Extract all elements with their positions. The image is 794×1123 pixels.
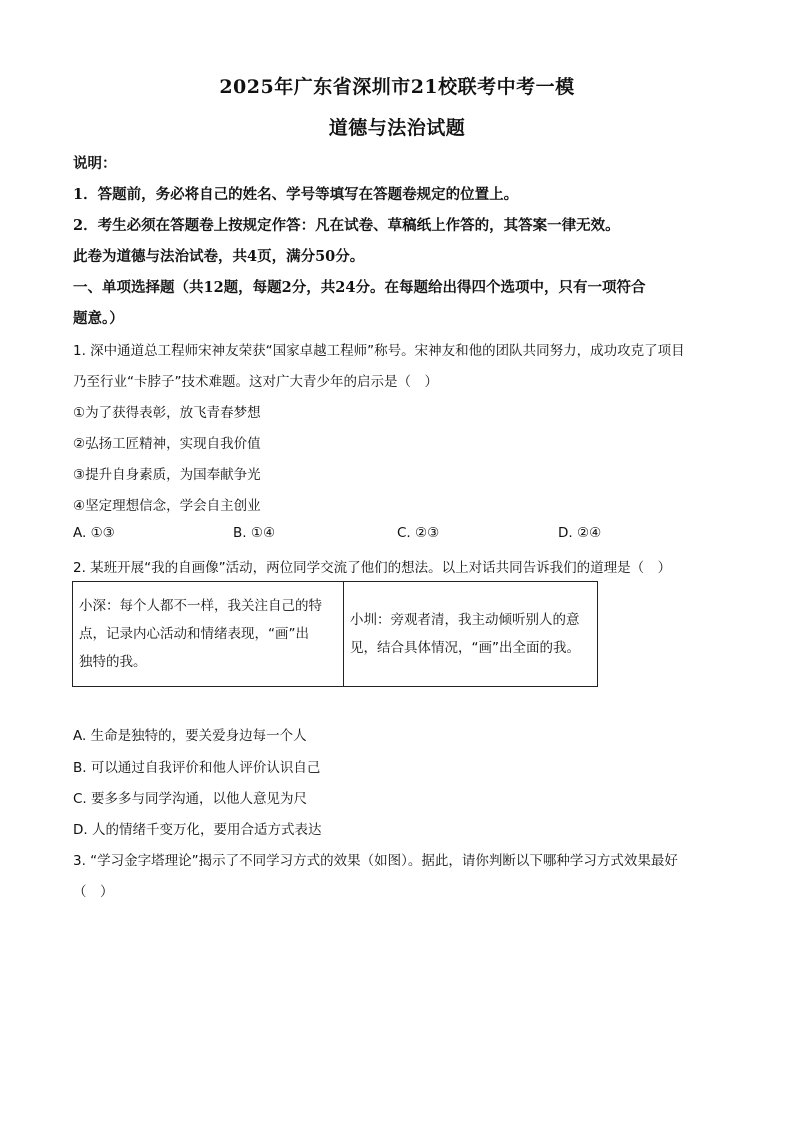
q3-stem-line1: 3. “学习金字塔理论”揭示了不同学习方式的效果（如图）。据此，请你判断以下哪种学习方式效果最好: [73, 853, 678, 869]
q2-option-d[interactable]: D. 人的情绪千变万化，要用合适方式表达: [73, 822, 322, 838]
q1-stem-line1: 1. 深中通道总工程师宋神友荣获“国家卓越工程师”称号。宋神友和他的团队共同努力，成功攻克了项目: [73, 343, 685, 359]
q2-right-line: 小圳：旁观者清，我主动倾听别人的意: [350, 612, 580, 628]
instructions-summary: 此卷为道德与法治试卷，共4页，满分50分。: [73, 248, 365, 265]
q2-option-b[interactable]: B. 可以通过自我评价和他人评价认识自己: [73, 760, 321, 776]
q3-stem-line2: （ ）: [73, 884, 114, 900]
q2-right-line: 见，结合具体情况，“画”出全面的我。: [350, 640, 580, 656]
q2-option-a[interactable]: A. 生命是独特的，要关爱身边每一个人: [73, 728, 307, 744]
q2-left-cell: [73, 582, 344, 687]
q1-option-a[interactable]: A. ①③: [73, 525, 115, 541]
q2-left-line: 独特的我。: [79, 654, 147, 670]
q2-left-line: 点，记录内心活动和情绪表现，“画”出: [79, 626, 309, 642]
section-heading-line2: 题意。）: [73, 310, 124, 327]
exam-subtitle: 道德与法治试题: [328, 117, 466, 139]
exam-title: 2025年广东省深圳市21校联考中考一模: [219, 76, 575, 98]
q2-stem: 2. 某班开展“我的自画像”活动，两位同学交流了他们的想法。以上对话共同告诉我们的道理是（ ）: [73, 560, 672, 576]
q1-stem-line2: 乃至行业“卡脖子”技术难题。这对广大青少年的启示是（ ）: [73, 374, 438, 390]
q1-option-b[interactable]: B. ①④: [233, 525, 276, 541]
section-heading-line1: 一、单项选择题（共12题，每题2分，共24分。在每题给出得四个选项中，只有一项符合: [73, 279, 646, 296]
q1-option-c[interactable]: C. ②③: [397, 525, 440, 541]
q2-dialog-table: [72, 581, 598, 687]
q2-left-line: 小深：每个人都不一样，我关注自己的特: [79, 598, 322, 614]
q2-right-cell: [344, 582, 598, 687]
instruction-item-2: 2．考生必须在答题卷上按规定作答：凡在试卷、草稿纸上作答的，其答案一律无效。: [73, 217, 620, 234]
q1-statement: ②弘扬工匠精神，实现自我价值: [73, 436, 261, 452]
q1-statement: ①为了获得表彰，放飞青春梦想: [73, 405, 261, 421]
q1-statement: ③提升自身素质，为国奉献争光: [73, 467, 261, 483]
instruction-item-1: 1．答题前，务必将自己的姓名、学号等填写在答题卷规定的位置上。: [73, 186, 519, 203]
instructions-heading: 说明：: [73, 155, 117, 172]
q1-statement: ④坚定理想信念，学会自主创业: [73, 498, 261, 514]
q1-option-d[interactable]: D. ②④: [558, 525, 602, 541]
q2-option-c[interactable]: C. 要多多与同学沟通，以他人意见为尺: [73, 791, 308, 807]
